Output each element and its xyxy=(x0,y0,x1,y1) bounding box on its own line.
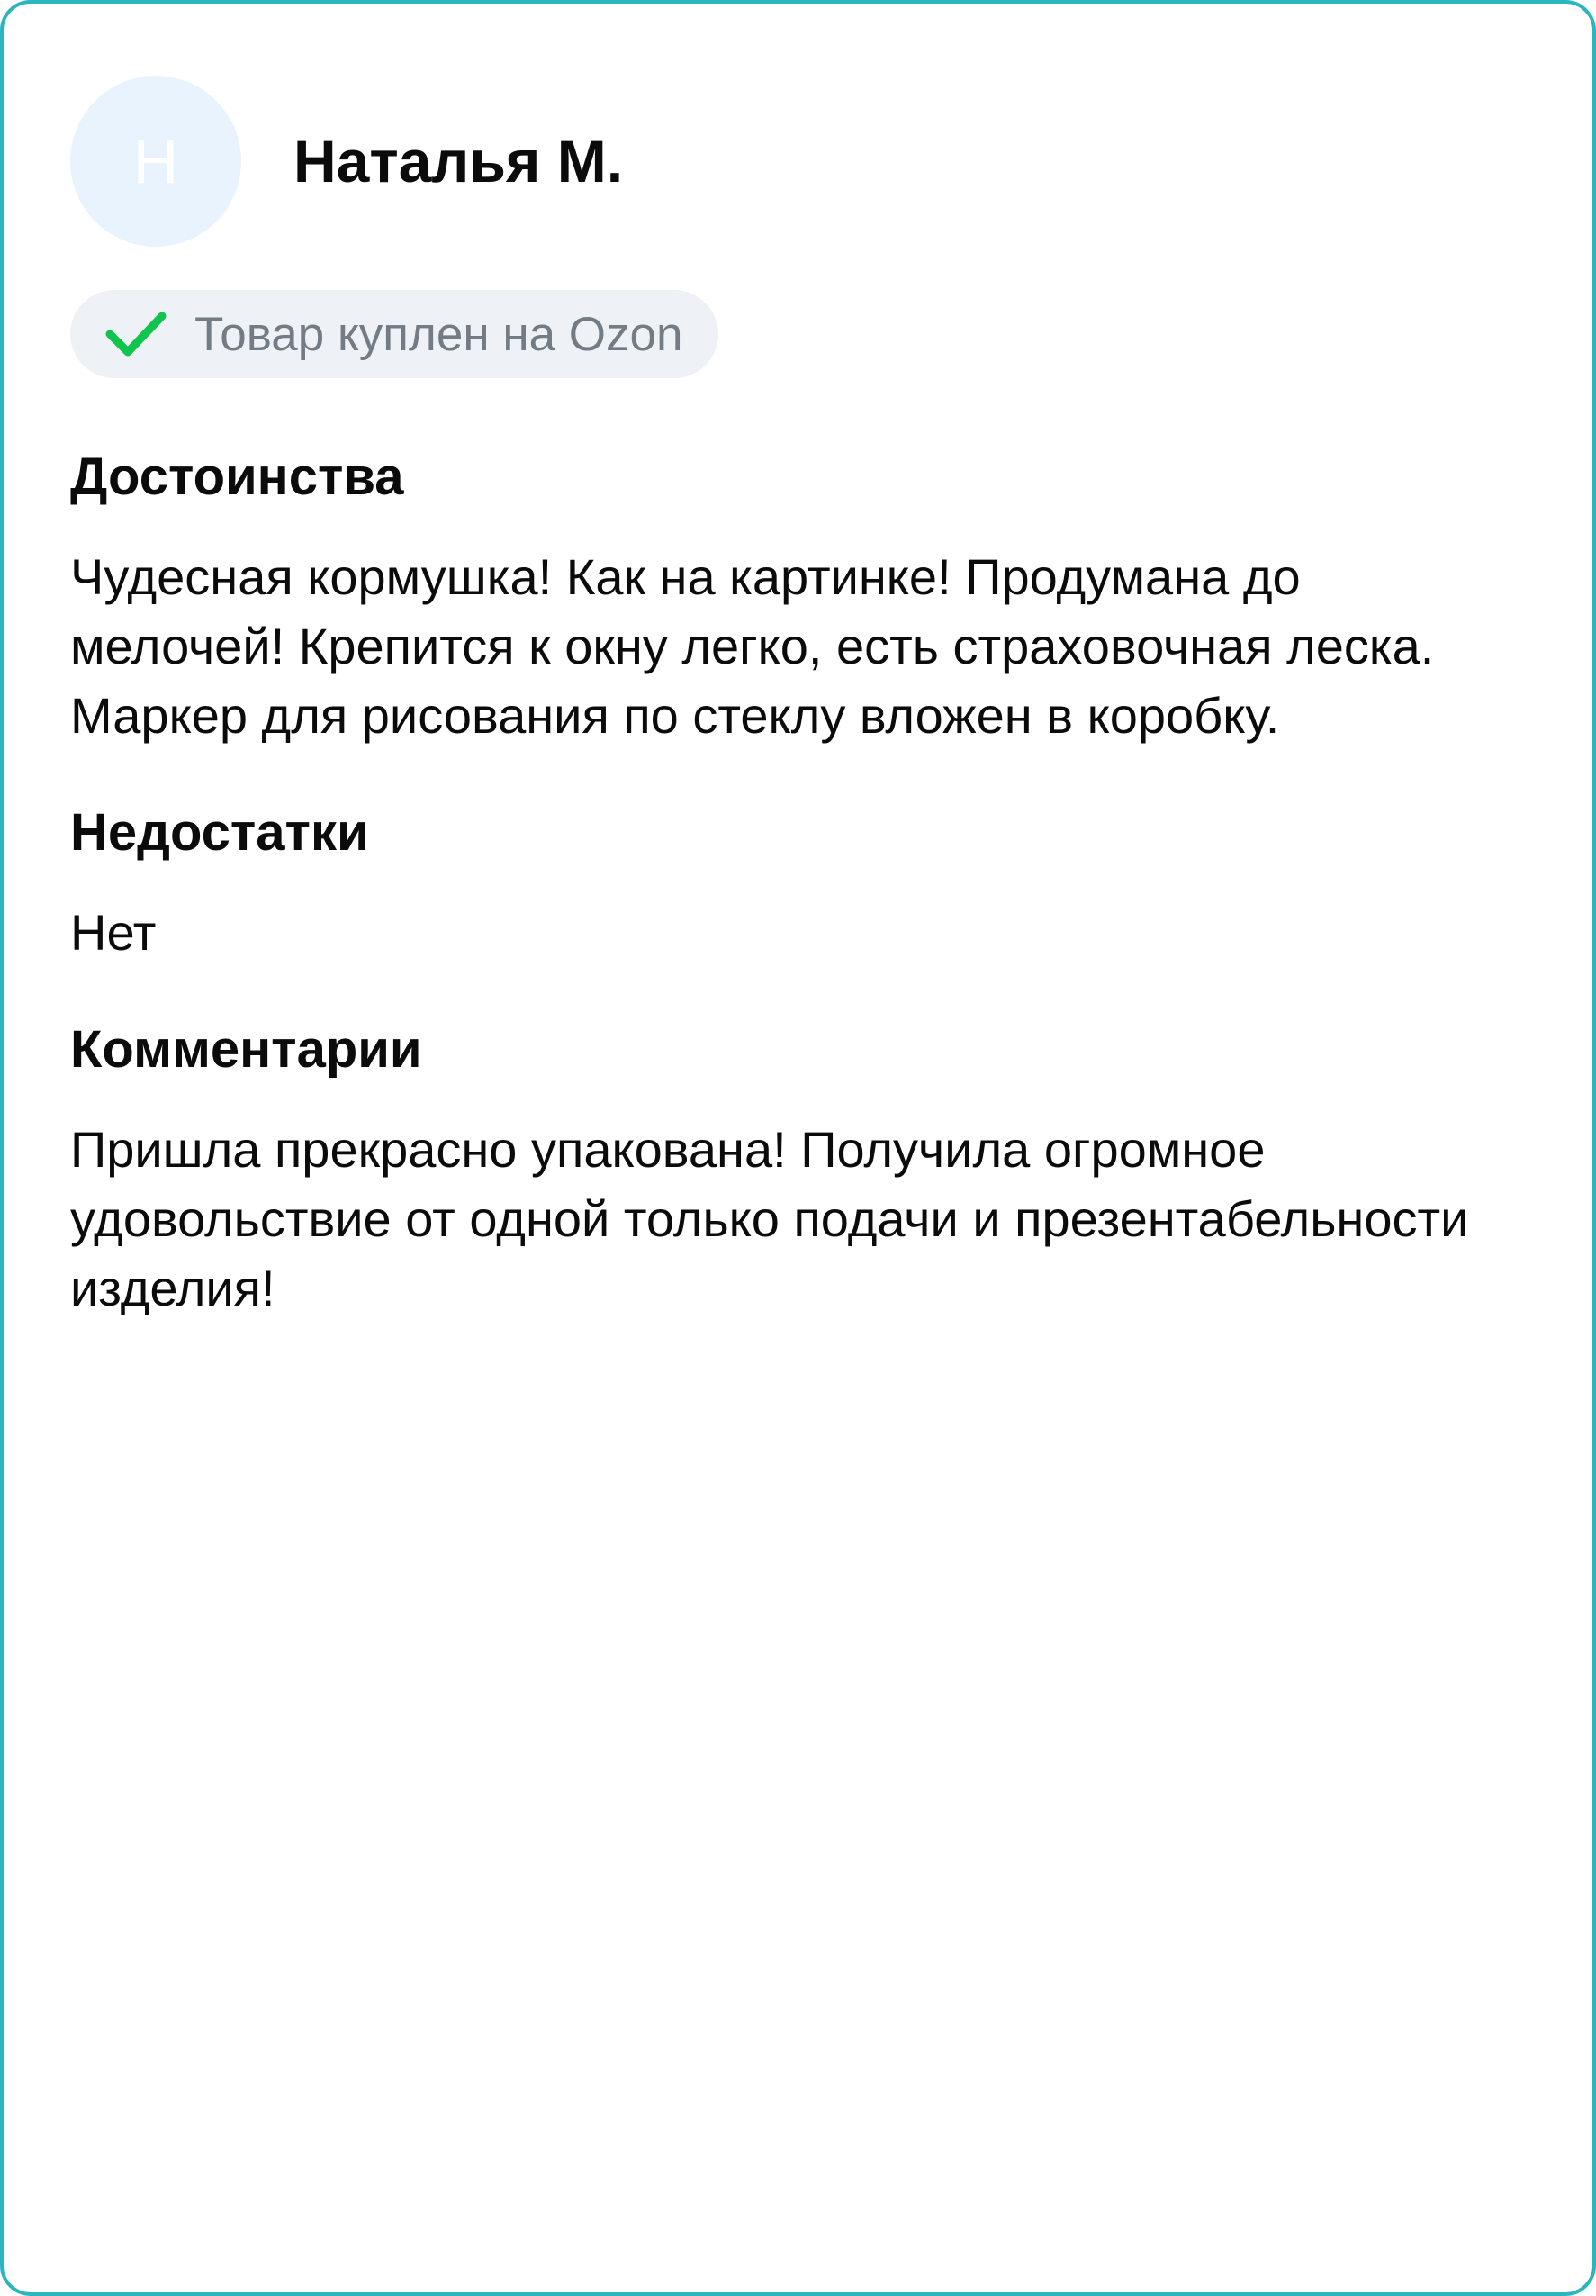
review-author xyxy=(70,76,1510,247)
pros-section xyxy=(70,443,1510,750)
cons-section xyxy=(70,799,1510,967)
cons-heading: Недостатки xyxy=(70,803,369,862)
check-icon xyxy=(104,309,167,359)
comments-section xyxy=(70,1016,1510,1323)
avatar-initial: Н xyxy=(132,126,179,196)
pros-text: Чудесная кормушка! Как на картинке! Продумана до мелочей! Крепится к окну легко, есть страховочная леска. Маркер для рисования по стеклу вложен в коробку. xyxy=(70,548,1435,744)
cons-text: Нет xyxy=(70,904,157,961)
comments-heading: Комментарии xyxy=(70,1020,422,1079)
pros-heading: Достоинства xyxy=(70,447,404,506)
comments-text: Пришла прекрасно упакована! Получила огромное удовольствие от одной только подачи и презентабельности изделия! xyxy=(70,1121,1469,1316)
review-content xyxy=(70,76,1510,1323)
verified-purchase-badge xyxy=(70,290,718,378)
badge-label: Товар куплен на Ozon xyxy=(194,307,683,361)
avatar[interactable] xyxy=(70,76,241,247)
author-name[interactable]: Наталья М. xyxy=(293,128,624,194)
